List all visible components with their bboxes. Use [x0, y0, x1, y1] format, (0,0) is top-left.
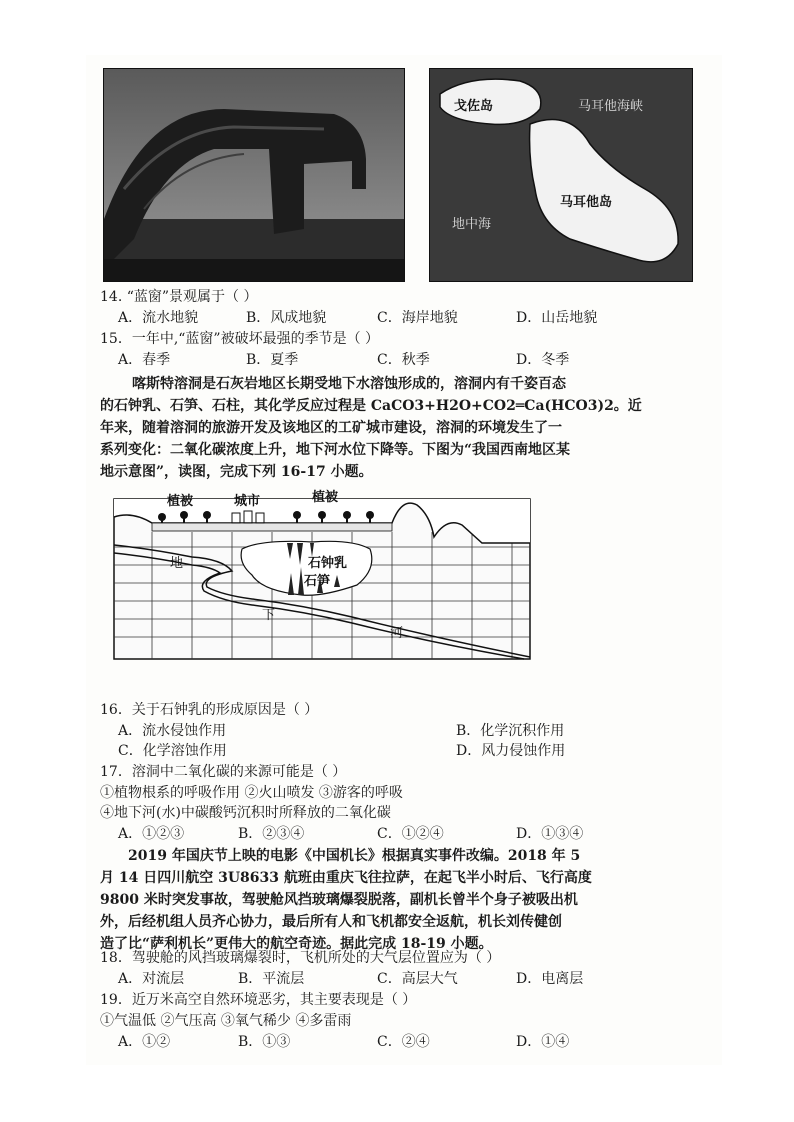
q17-stem: 17．溶洞中二氧化碳的来源可能是（ ）: [100, 764, 347, 780]
q19-option-b[interactable]: B．①③: [238, 1034, 291, 1050]
q17-option-b[interactable]: B．②③④: [238, 826, 305, 842]
q16-option-c[interactable]: C．化学溶蚀作用: [118, 743, 227, 759]
q14-stem: 14. “蓝窗”景观属于（ ）: [100, 289, 258, 305]
q14-option-c[interactable]: C．海岸地貌: [377, 310, 458, 326]
q19-option-a[interactable]: A．①②: [118, 1034, 171, 1050]
q17-option-c[interactable]: C．①②④: [377, 826, 444, 842]
karst-para-line-1: 喀斯特溶洞是石灰岩地区长期受地下水溶蚀形成的，溶洞内有千姿百态: [132, 376, 566, 392]
q18-option-c[interactable]: C．高层大气: [377, 971, 458, 987]
malta-map: [429, 68, 693, 282]
q19-choices-line-1: ①气温低 ②气压高 ③氧气稀少 ④多雷雨: [100, 1013, 352, 1029]
karst-para-line-5: 地示意图”，读图，完成下列 16-17 小题。: [100, 464, 373, 480]
movie-para-line-3: 9800 米时突发事故，驾驶舱风挡玻璃爆裂脱落，副机长曾半个身子被吸出机: [100, 892, 578, 908]
q16-option-d[interactable]: D．风力侵蚀作用: [456, 743, 566, 759]
river-label-3: 河: [390, 626, 404, 641]
karst-para-line-2: 的石钟乳、石笋、石柱，其化学反应过程是 CaCO3+H2O+CO2═Ca(HCO3)2。近: [100, 398, 642, 414]
movie-para-line-2: 月 14 日四川航空 3U8633 航班由重庆飞往拉萨，在起飞半小时后、飞行高度: [100, 870, 592, 886]
q19-stem: 19．近万米高空自然环境恶劣，其主要表现是（ ）: [100, 992, 417, 1008]
river-label-2: 下: [262, 608, 276, 623]
q15-stem: 15．一年中,“蓝窗”被破坏最强的季节是（ ）: [100, 331, 380, 347]
karst-cross-section-diagram: [112, 487, 532, 662]
vegetation-label-right: 植被: [312, 490, 339, 505]
q15-option-d[interactable]: D．冬季: [516, 352, 570, 368]
gozo-label: 戈佐岛: [454, 99, 494, 114]
q17-choices-line-2: ④地下河(水)中碳酸钙沉积时所释放的二氧化碳: [100, 805, 391, 821]
q14-option-a[interactable]: A．流水地貌: [118, 310, 199, 326]
karst-para-line-4: 系列变化：二氧化碳浓度上升，地下河水位下降等。下图为“我国西南地区某: [100, 442, 571, 458]
city-label: 城市: [234, 494, 261, 509]
stalactite-label: 石钟乳: [308, 556, 348, 571]
stalagmite-label: 石笋: [304, 574, 331, 589]
soil-layer: [152, 523, 392, 531]
q14-option-b[interactable]: B．风成地貌: [246, 310, 327, 326]
q19-option-d[interactable]: D．①④: [516, 1034, 570, 1050]
river-label-1: 地: [170, 556, 184, 571]
blue-window-photo: [103, 68, 405, 282]
movie-para-line-5: 造了比“萨利机长”更伟大的航空奇迹。据此完成 18-19 小题。: [100, 936, 493, 952]
q17-option-a[interactable]: A．①②③: [118, 826, 185, 842]
movie-para-line-4: 外，后经机组人员齐心协力，最后所有人和飞机都安全返航，机长刘传健创: [100, 914, 562, 930]
q18-option-b[interactable]: B．平流层: [238, 971, 305, 987]
q16-stem: 16．关于石钟乳的形成原因是（ ）: [100, 702, 319, 718]
malta-strait-label: 马耳他海峡: [578, 99, 644, 114]
q19-option-c[interactable]: C．②④: [377, 1034, 430, 1050]
q15-option-b[interactable]: B．夏季: [246, 352, 299, 368]
vegetation-label-left: 植被: [167, 494, 194, 509]
q15-option-a[interactable]: A．春季: [118, 352, 171, 368]
q15-option-c[interactable]: C．秋季: [377, 352, 430, 368]
mediterranean-label: 地中海: [452, 217, 492, 232]
q16-option-b[interactable]: B．化学沉积作用: [456, 723, 565, 739]
movie-para-line-1: 2019 年国庆节上映的电影《中国机长》根据真实事件改编。2018 年 5: [128, 848, 581, 864]
q17-option-d[interactable]: D．①③④: [516, 826, 584, 842]
rock-arch-illustration: [104, 69, 404, 281]
q17-choices-line-1: ①植物根系的呼吸作用 ②火山喷发 ③游客的呼吸: [100, 785, 403, 801]
q14-option-d[interactable]: D．山岳地貌: [516, 310, 598, 326]
q18-stem: 18．驾驶舱的风挡玻璃爆裂时，飞机所处的大气层位置应为（ ）: [100, 950, 501, 966]
karst-para-line-3: 年来，随着溶洞的旅游开发及该地区的工矿城市建设，溶洞的环境发生了一: [100, 420, 562, 436]
q18-option-a[interactable]: A．对流层: [118, 971, 185, 987]
q16-option-a[interactable]: A．流水侵蚀作用: [118, 723, 227, 739]
malta-island-label: 马耳他岛: [560, 195, 613, 210]
q18-option-d[interactable]: D．电离层: [516, 971, 584, 987]
